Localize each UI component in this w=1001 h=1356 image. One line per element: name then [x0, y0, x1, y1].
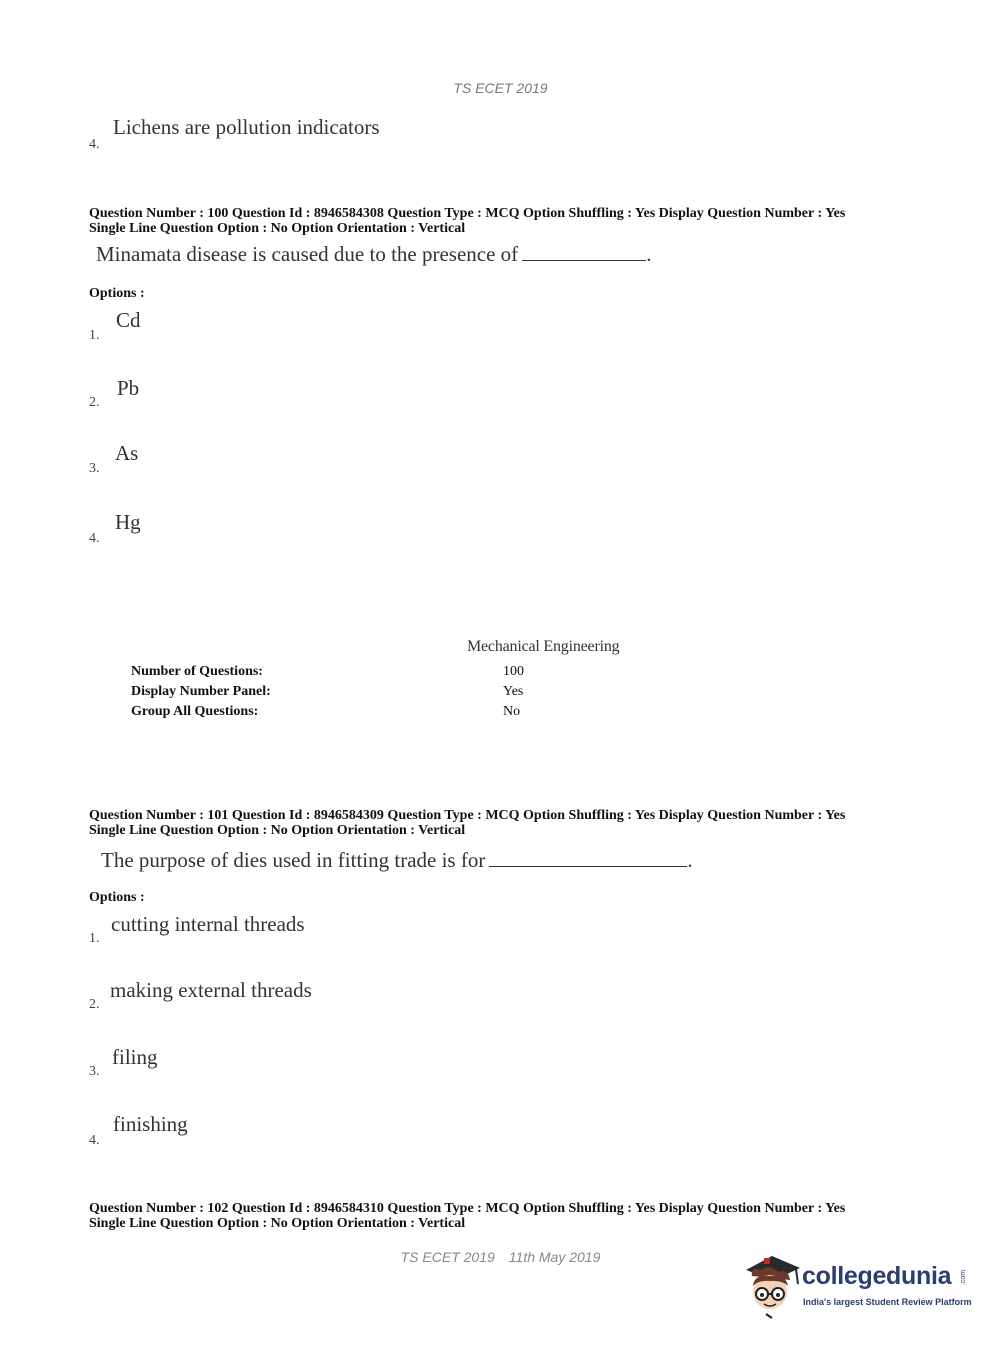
option-number: 1.	[89, 328, 100, 343]
option-text: Pb	[117, 376, 140, 400]
logo-wordmark: collegedunia	[802, 1262, 952, 1290]
student-mascot-icon	[742, 1250, 804, 1320]
option-number: 3.	[89, 461, 100, 476]
option-number: 2.	[89, 395, 100, 410]
section-row-label: Group All Questions:	[131, 704, 259, 719]
logo-suffix: .com	[960, 1269, 968, 1286]
question-meta-line2: Single Line Question Option : No Option Orientation : Vertical	[89, 221, 466, 236]
answer-blank	[489, 852, 687, 867]
question-meta-line2: Single Line Question Option : No Option Orientation : Vertical	[89, 1216, 466, 1231]
section-row-label: Number of Questions:	[131, 664, 263, 679]
question-end: .	[646, 242, 652, 266]
options-label: Options :	[89, 890, 145, 905]
option-text: cutting internal threads	[111, 912, 305, 936]
question-text-101	[101, 848, 693, 873]
footer-date: 11th May 2019	[508, 1249, 601, 1265]
question-meta-line1: Question Number : 100 Question Id : 8946584308 Question Type : MCQ Option Shuffling : Yes Display Question Number : Yes	[89, 206, 846, 221]
section-row-value: No	[503, 704, 521, 719]
option-text: Lichens are pollution indicators	[113, 115, 380, 139]
option-text: finishing	[113, 1112, 188, 1136]
answer-blank	[522, 246, 646, 261]
option-text: Cd	[116, 308, 141, 332]
collegedunia-logo[interactable]	[742, 1250, 972, 1320]
option-number: 1.	[89, 931, 100, 946]
option-number: 4.	[89, 137, 100, 152]
section-title: Mechanical Engineering	[467, 638, 620, 655]
option-text: making external threads	[110, 978, 312, 1002]
section-row-value: Yes	[503, 684, 524, 699]
option-number: 2.	[89, 997, 100, 1012]
question-meta-line2: Single Line Question Option : No Option Orientation : Vertical	[89, 823, 466, 838]
footer-exam: TS ECET 2019	[400, 1249, 495, 1265]
options-label: Options :	[89, 286, 145, 301]
question-meta-102	[89, 1201, 845, 1231]
section-row-label: Display Number Panel:	[131, 684, 271, 699]
question-text-100	[96, 242, 651, 267]
option-text: Hg	[115, 510, 141, 534]
question-meta-line1: Question Number : 102 Question Id : 8946584310 Question Type : MCQ Option Shuffling : Yes Display Question Number : Yes	[89, 1201, 846, 1216]
question-end: .	[687, 848, 693, 872]
question-meta-100	[89, 206, 845, 236]
option-text: filing	[112, 1045, 158, 1069]
option-number: 4.	[89, 1133, 100, 1148]
page-header-title: TS ECET 2019	[453, 80, 548, 96]
option-number: 4.	[89, 531, 100, 546]
question-meta-line1: Question Number : 101 Question Id : 8946584309 Question Type : MCQ Option Shuffling : Yes Display Question Number : Yes	[89, 808, 846, 823]
question-stem: The purpose of dies used in fitting trade is for	[101, 848, 486, 872]
question-stem: Minamata disease is caused due to the presence of	[96, 242, 519, 266]
option-text: As	[115, 441, 139, 465]
section-row-value: 100	[503, 664, 524, 679]
option-number: 3.	[89, 1064, 100, 1079]
question-meta-101	[89, 808, 845, 838]
logo-tagline: India's largest Student Review Platform	[803, 1297, 972, 1307]
